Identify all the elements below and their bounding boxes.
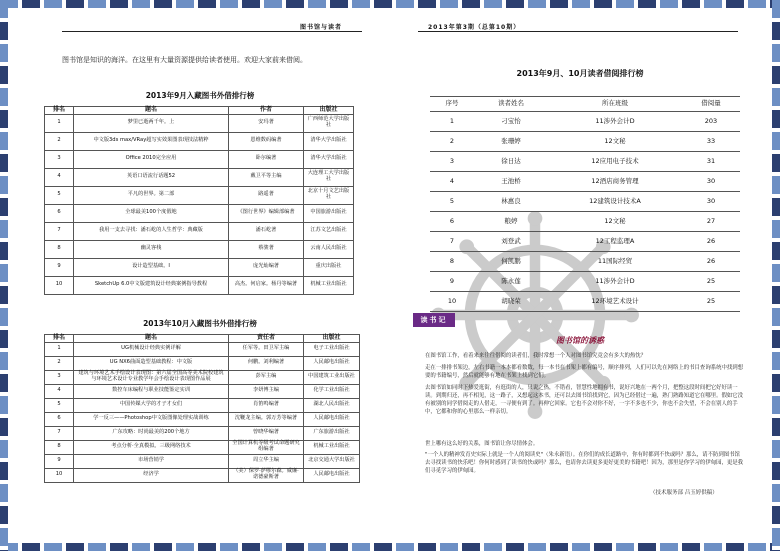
table-cell: 化学工业出版社 bbox=[304, 384, 360, 398]
right-border bbox=[772, 0, 780, 551]
table-cell: 12文秘 bbox=[548, 132, 682, 152]
col-rank: 排名 bbox=[45, 107, 74, 115]
table-cell: 25 bbox=[682, 292, 740, 312]
col-count: 借阅量 bbox=[682, 97, 740, 112]
table-cell: 25 bbox=[682, 272, 740, 292]
table-row bbox=[45, 168, 354, 186]
table-cell: 市场营销学 bbox=[74, 454, 229, 468]
col-publisher: 出版社 bbox=[304, 335, 360, 343]
table-cell: 4 bbox=[430, 172, 474, 192]
table-cell: 机械工业出版社 bbox=[304, 440, 360, 454]
table-cell: 9 bbox=[430, 272, 474, 292]
table-cell: 潘石屹著 bbox=[229, 222, 304, 240]
table-cell: 周立华主编 bbox=[229, 454, 304, 468]
essay-signature: （技术服务部 吕玉婷供稿） bbox=[650, 490, 718, 496]
essay-badge: 读书记 bbox=[413, 313, 455, 327]
left-header-line bbox=[62, 31, 362, 32]
table-cell: 6 bbox=[45, 204, 74, 222]
table-cell: 5 bbox=[45, 398, 74, 412]
table-cell: 中国建筑工业出版社 bbox=[304, 370, 360, 384]
table-cell: 7 bbox=[45, 426, 74, 440]
table-cell: 3 bbox=[45, 370, 74, 384]
table-cell: 全国计算机等级考试命题研究组编著 bbox=[229, 440, 304, 454]
table-row bbox=[45, 454, 360, 468]
table-cell: 我用一支去寻找：潘石屹的人生哲学：典藏版 bbox=[74, 222, 229, 240]
table-cell: Office 2010完全应用 bbox=[74, 150, 229, 168]
table-cell: 1 bbox=[45, 114, 74, 132]
table-row bbox=[45, 204, 354, 222]
table-header-row bbox=[45, 335, 360, 343]
table-row bbox=[430, 112, 740, 132]
table-cell: 大连理工大学出版社 bbox=[304, 168, 354, 186]
table-row bbox=[45, 412, 360, 426]
table-cell: 江苏文艺出版社 bbox=[304, 222, 354, 240]
table-cell: 33 bbox=[682, 132, 740, 152]
table-cell: 2 bbox=[45, 132, 74, 150]
table-cell: 湖北人民出版社 bbox=[304, 398, 360, 412]
table-cell: 4 bbox=[45, 384, 74, 398]
table-row bbox=[45, 370, 360, 384]
col-no: 序号 bbox=[430, 97, 474, 112]
table-row bbox=[45, 342, 360, 356]
table-cell: 任军等。田卫军主编 bbox=[229, 342, 304, 356]
table-cell: 英语口语流行话题52 bbox=[74, 168, 229, 186]
table-cell: 数控车床编程与职业技能鉴定实训 bbox=[74, 384, 229, 398]
table-row bbox=[45, 150, 354, 168]
table-cell: 戴卫平等主编 bbox=[229, 168, 304, 186]
table-cell: 安玛著 bbox=[229, 114, 304, 132]
table-row bbox=[45, 114, 354, 132]
table-cell: 曾晓华编著 bbox=[229, 426, 304, 440]
table-cell: 设计造型基础。I bbox=[74, 258, 229, 276]
table-row bbox=[45, 222, 354, 240]
table-cell: 经济学 bbox=[74, 468, 229, 482]
essay-paragraph: 走在一排排书架边，左右书籍一本本都看数数，每一本书在书架上都有编号，顺序排列，人们可以先在网络上的书目查询系统中找到想要的书籍编号，然后就能够有地在书架上找到它们。 bbox=[425, 365, 744, 380]
right-page-header: 2013年第3期（总第10期） bbox=[428, 24, 521, 31]
table-cell: 11涉外会计D bbox=[548, 112, 682, 132]
table-cell: 刁宝怡 bbox=[474, 112, 548, 132]
table-cell: UG NX6曲面造型基础教程：中文版 bbox=[74, 356, 229, 370]
table-cell: 重庆出版社 bbox=[304, 258, 354, 276]
table-cell: 11国际经贸 bbox=[548, 252, 682, 272]
table-cell: 清华大学出版社 bbox=[304, 150, 354, 168]
table-row bbox=[430, 292, 740, 312]
table-row bbox=[45, 356, 360, 370]
table-cell: 7 bbox=[430, 232, 474, 252]
table-cell: 庞光灿编著 bbox=[229, 258, 304, 276]
table-cell: 11涉外会计D bbox=[548, 272, 682, 292]
table-header-row bbox=[430, 97, 740, 112]
col-responsible: 责任者 bbox=[229, 335, 304, 343]
table-row bbox=[430, 152, 740, 172]
table-cell: 1 bbox=[45, 342, 74, 356]
table-header-row bbox=[45, 107, 354, 115]
reader-table-title: 2013年9月、10月读者借阅排行榜 bbox=[516, 69, 644, 78]
right-header-line bbox=[418, 31, 738, 32]
table-cell: 广西师范大学出版社 bbox=[304, 114, 354, 132]
table-cell: 平凡的世界。第二部 bbox=[74, 186, 229, 204]
table-cell: 12应用电子技术 bbox=[548, 152, 682, 172]
table-row bbox=[430, 232, 740, 252]
table-cell: 考点分析·全真模拟。三级网络技术 bbox=[74, 440, 229, 454]
sept-table-title: 2013年9月入藏图书外借排行榜 bbox=[145, 91, 255, 100]
table-cell: 北京交通大学出版社 bbox=[304, 454, 360, 468]
table-cell: SketchUp 6.0中文版建筑设计经典案例指导教程 bbox=[74, 276, 229, 294]
table-cell: 李妍博主编 bbox=[229, 384, 304, 398]
table-cell: 203 bbox=[682, 112, 740, 132]
table-cell: 陈永莲 bbox=[474, 272, 548, 292]
table-row bbox=[430, 192, 740, 212]
table-cell: 27 bbox=[682, 212, 740, 232]
table-cell: 人民邮电出版社 bbox=[304, 356, 360, 370]
table-cell: 12建筑设计技术A bbox=[548, 192, 682, 212]
table-cell: 12工程监理A bbox=[548, 232, 682, 252]
table-cell: 路遥著 bbox=[229, 186, 304, 204]
table-cell: 《图行世界》编辑部编著 bbox=[229, 204, 304, 222]
col-name: 读者姓名 bbox=[474, 97, 548, 112]
table-cell: 26 bbox=[682, 232, 740, 252]
table-cell: 人民邮电出版社 bbox=[304, 412, 360, 426]
table-row bbox=[45, 440, 360, 454]
table-cell: 中国旅游出版社 bbox=[304, 204, 354, 222]
table-cell: 幽灵客栈 bbox=[74, 240, 229, 258]
table-cell: 2 bbox=[45, 356, 74, 370]
table-cell: 北京十月文艺出版社 bbox=[304, 186, 354, 204]
table-cell: 8 bbox=[430, 252, 474, 272]
table-row bbox=[45, 384, 360, 398]
table-cell: 3 bbox=[45, 150, 74, 168]
essay-paragraph: 在图书馆工作，看着来来往往借阅的读者们，我时常想一个人对图书馆究竟会有多大的热忱？ bbox=[425, 353, 647, 359]
table-row bbox=[45, 468, 360, 482]
table-cell: 1 bbox=[430, 112, 474, 132]
table-cell: 6 bbox=[45, 412, 74, 426]
table-cell: 电子工业出版社 bbox=[304, 342, 360, 356]
sept-borrow-table bbox=[44, 106, 354, 295]
table-cell: 中文版3ds max/VRay超写实效果图表现技法精粹 bbox=[74, 132, 229, 150]
table-row bbox=[430, 132, 740, 152]
col-title: 题名 bbox=[74, 335, 229, 343]
left-page-header: 图书馆与读者 bbox=[300, 24, 343, 31]
table-row bbox=[430, 212, 740, 232]
table-cell: 何鹏。刘利编著 bbox=[229, 356, 304, 370]
col-title: 题名 bbox=[74, 107, 229, 115]
table-cell: 5 bbox=[45, 186, 74, 204]
col-rank: 排名 bbox=[45, 335, 74, 343]
table-cell: 林惠良 bbox=[474, 192, 548, 212]
table-cell: 12文秘 bbox=[548, 212, 682, 232]
table-cell: 云南人民出版社 bbox=[304, 240, 354, 258]
col-class: 所在班级 bbox=[548, 97, 682, 112]
table-cell: 学一反三——Photoshop中文版图像处理实战训练 bbox=[74, 412, 229, 426]
table-row bbox=[430, 172, 740, 192]
table-cell: 建筑与环境艺术手绘设计表现图：第六届全国高等美术院校建筑与环境艺术设计专业教学年会手绘设计表现图作品展 bbox=[74, 370, 229, 384]
table-cell: 10 bbox=[430, 292, 474, 312]
table-cell: 机械工业出版社 bbox=[304, 276, 354, 294]
table-cell: 刘登武 bbox=[474, 232, 548, 252]
essay-paragraph: 去图书馆如同时下热爱逛街，有逛街的人，只说之热，不错看，智慧性地拥有书，说好兴地在一两个月，把整这段时间把它好好读一读。到期归还，再不相见，这一路子，又想起这本书，还可以去图书馆找到它，因为已经借过一遍，熟门熟路知道它在哪里。假如它没有被别的同学借阅走的人借走，一寻便有到了。再伸它回家。它也不会对你不好，一字不多也不少，你也不会失望，不会在别人的手中，它都和你的心里那么一样亲切。 bbox=[425, 385, 744, 416]
table-cell: 广东攻略：时尚最美的200个地方 bbox=[74, 426, 229, 440]
table-cell: 8 bbox=[45, 240, 74, 258]
table-cell: 肖笛鸣编著 bbox=[229, 398, 304, 412]
table-cell: 何凯鹏 bbox=[474, 252, 548, 272]
top-border bbox=[0, 0, 780, 8]
table-row bbox=[45, 276, 354, 294]
oct-borrow-table bbox=[44, 334, 360, 483]
table-cell: 广东旅游出版社 bbox=[304, 426, 360, 440]
table-cell: （美）保罗·萨缪尔森。威廉·诺德豪斯著 bbox=[229, 468, 304, 482]
table-cell: 高杰。何启家。杨丹等编著 bbox=[229, 276, 304, 294]
table-row bbox=[430, 272, 740, 292]
table-cell: 王池桥 bbox=[474, 172, 548, 192]
table-cell: 12环境艺术设计 bbox=[548, 292, 682, 312]
table-cell: 31 bbox=[682, 152, 740, 172]
table-cell: 8 bbox=[45, 440, 74, 454]
table-row bbox=[45, 398, 360, 412]
table-cell: 卧尔编著 bbox=[229, 150, 304, 168]
table-row bbox=[45, 132, 354, 150]
table-cell: 10 bbox=[45, 276, 74, 294]
table-cell: 梦里已逝两千年。上 bbox=[74, 114, 229, 132]
table-cell: 胡晓荣 bbox=[474, 292, 548, 312]
essay-paragraph: "一个人的精神发育史实际上就是一个人的阅读史"（朱永新语）。在你们的成长道路中，你有时都到不快或吗？那么，请不防到图书馆去寻找读书的快乐吧！你何时感到了读书的快或吗？那么，也请你去读更多更好更美的书籍吧！因为，那里是你学习的伊甸园，更是我们寻觅学习的伊甸园。 bbox=[425, 452, 744, 475]
table-cell: 30 bbox=[682, 192, 740, 212]
table-cell: 蔡骏著 bbox=[229, 240, 304, 258]
table-row bbox=[45, 186, 354, 204]
bottom-border bbox=[0, 543, 780, 551]
table-cell: 10 bbox=[45, 468, 74, 482]
table-cell: 清华大学出版社 bbox=[304, 132, 354, 150]
table-cell: 徐日达 bbox=[474, 152, 548, 172]
table-row bbox=[45, 426, 360, 440]
essay-subtitle: 图书馆的诱惑 bbox=[556, 336, 604, 345]
col-publisher: 出版社 bbox=[304, 107, 354, 115]
col-author: 作者 bbox=[229, 107, 304, 115]
table-cell: 中国传媒大学的才子才女们 bbox=[74, 398, 229, 412]
essay-paragraph: 世上哪有这么好的关系，图书馆让你尽情体会。 bbox=[425, 441, 539, 447]
table-cell: 沈鞭龙主编。郭万芳等编著 bbox=[229, 412, 304, 426]
table-cell: 5 bbox=[430, 192, 474, 212]
table-cell: 恩维数码编著 bbox=[229, 132, 304, 150]
table-cell: UG机械设计经典实例详解 bbox=[74, 342, 229, 356]
table-cell: 30 bbox=[682, 172, 740, 192]
table-cell: 全球最美100个度假地 bbox=[74, 204, 229, 222]
table-cell: 6 bbox=[430, 212, 474, 232]
table-cell: 12酒店商务管理 bbox=[548, 172, 682, 192]
table-cell: 9 bbox=[45, 258, 74, 276]
table-cell: 彭军主编 bbox=[229, 370, 304, 384]
table-cell: 人民邮电出版社 bbox=[304, 468, 360, 482]
oct-table-title: 2013年10月入藏图书外借排行榜 bbox=[143, 319, 257, 328]
table-cell: 4 bbox=[45, 168, 74, 186]
table-cell: 9 bbox=[45, 454, 74, 468]
table-row bbox=[45, 258, 354, 276]
reader-rank-table bbox=[430, 96, 740, 312]
table-row bbox=[430, 252, 740, 272]
table-cell: 26 bbox=[682, 252, 740, 272]
table-cell: 张珊婷 bbox=[474, 132, 548, 152]
table-cell: 粮婷 bbox=[474, 212, 548, 232]
intro-text: 图书馆是知识的海洋。在这里有大量资源提供给读者使用。欢迎大家前来借阅。 bbox=[62, 56, 307, 64]
left-border bbox=[0, 0, 8, 551]
table-row bbox=[45, 240, 354, 258]
table-cell: 7 bbox=[45, 222, 74, 240]
table-cell: 3 bbox=[430, 152, 474, 172]
table-cell: 2 bbox=[430, 132, 474, 152]
